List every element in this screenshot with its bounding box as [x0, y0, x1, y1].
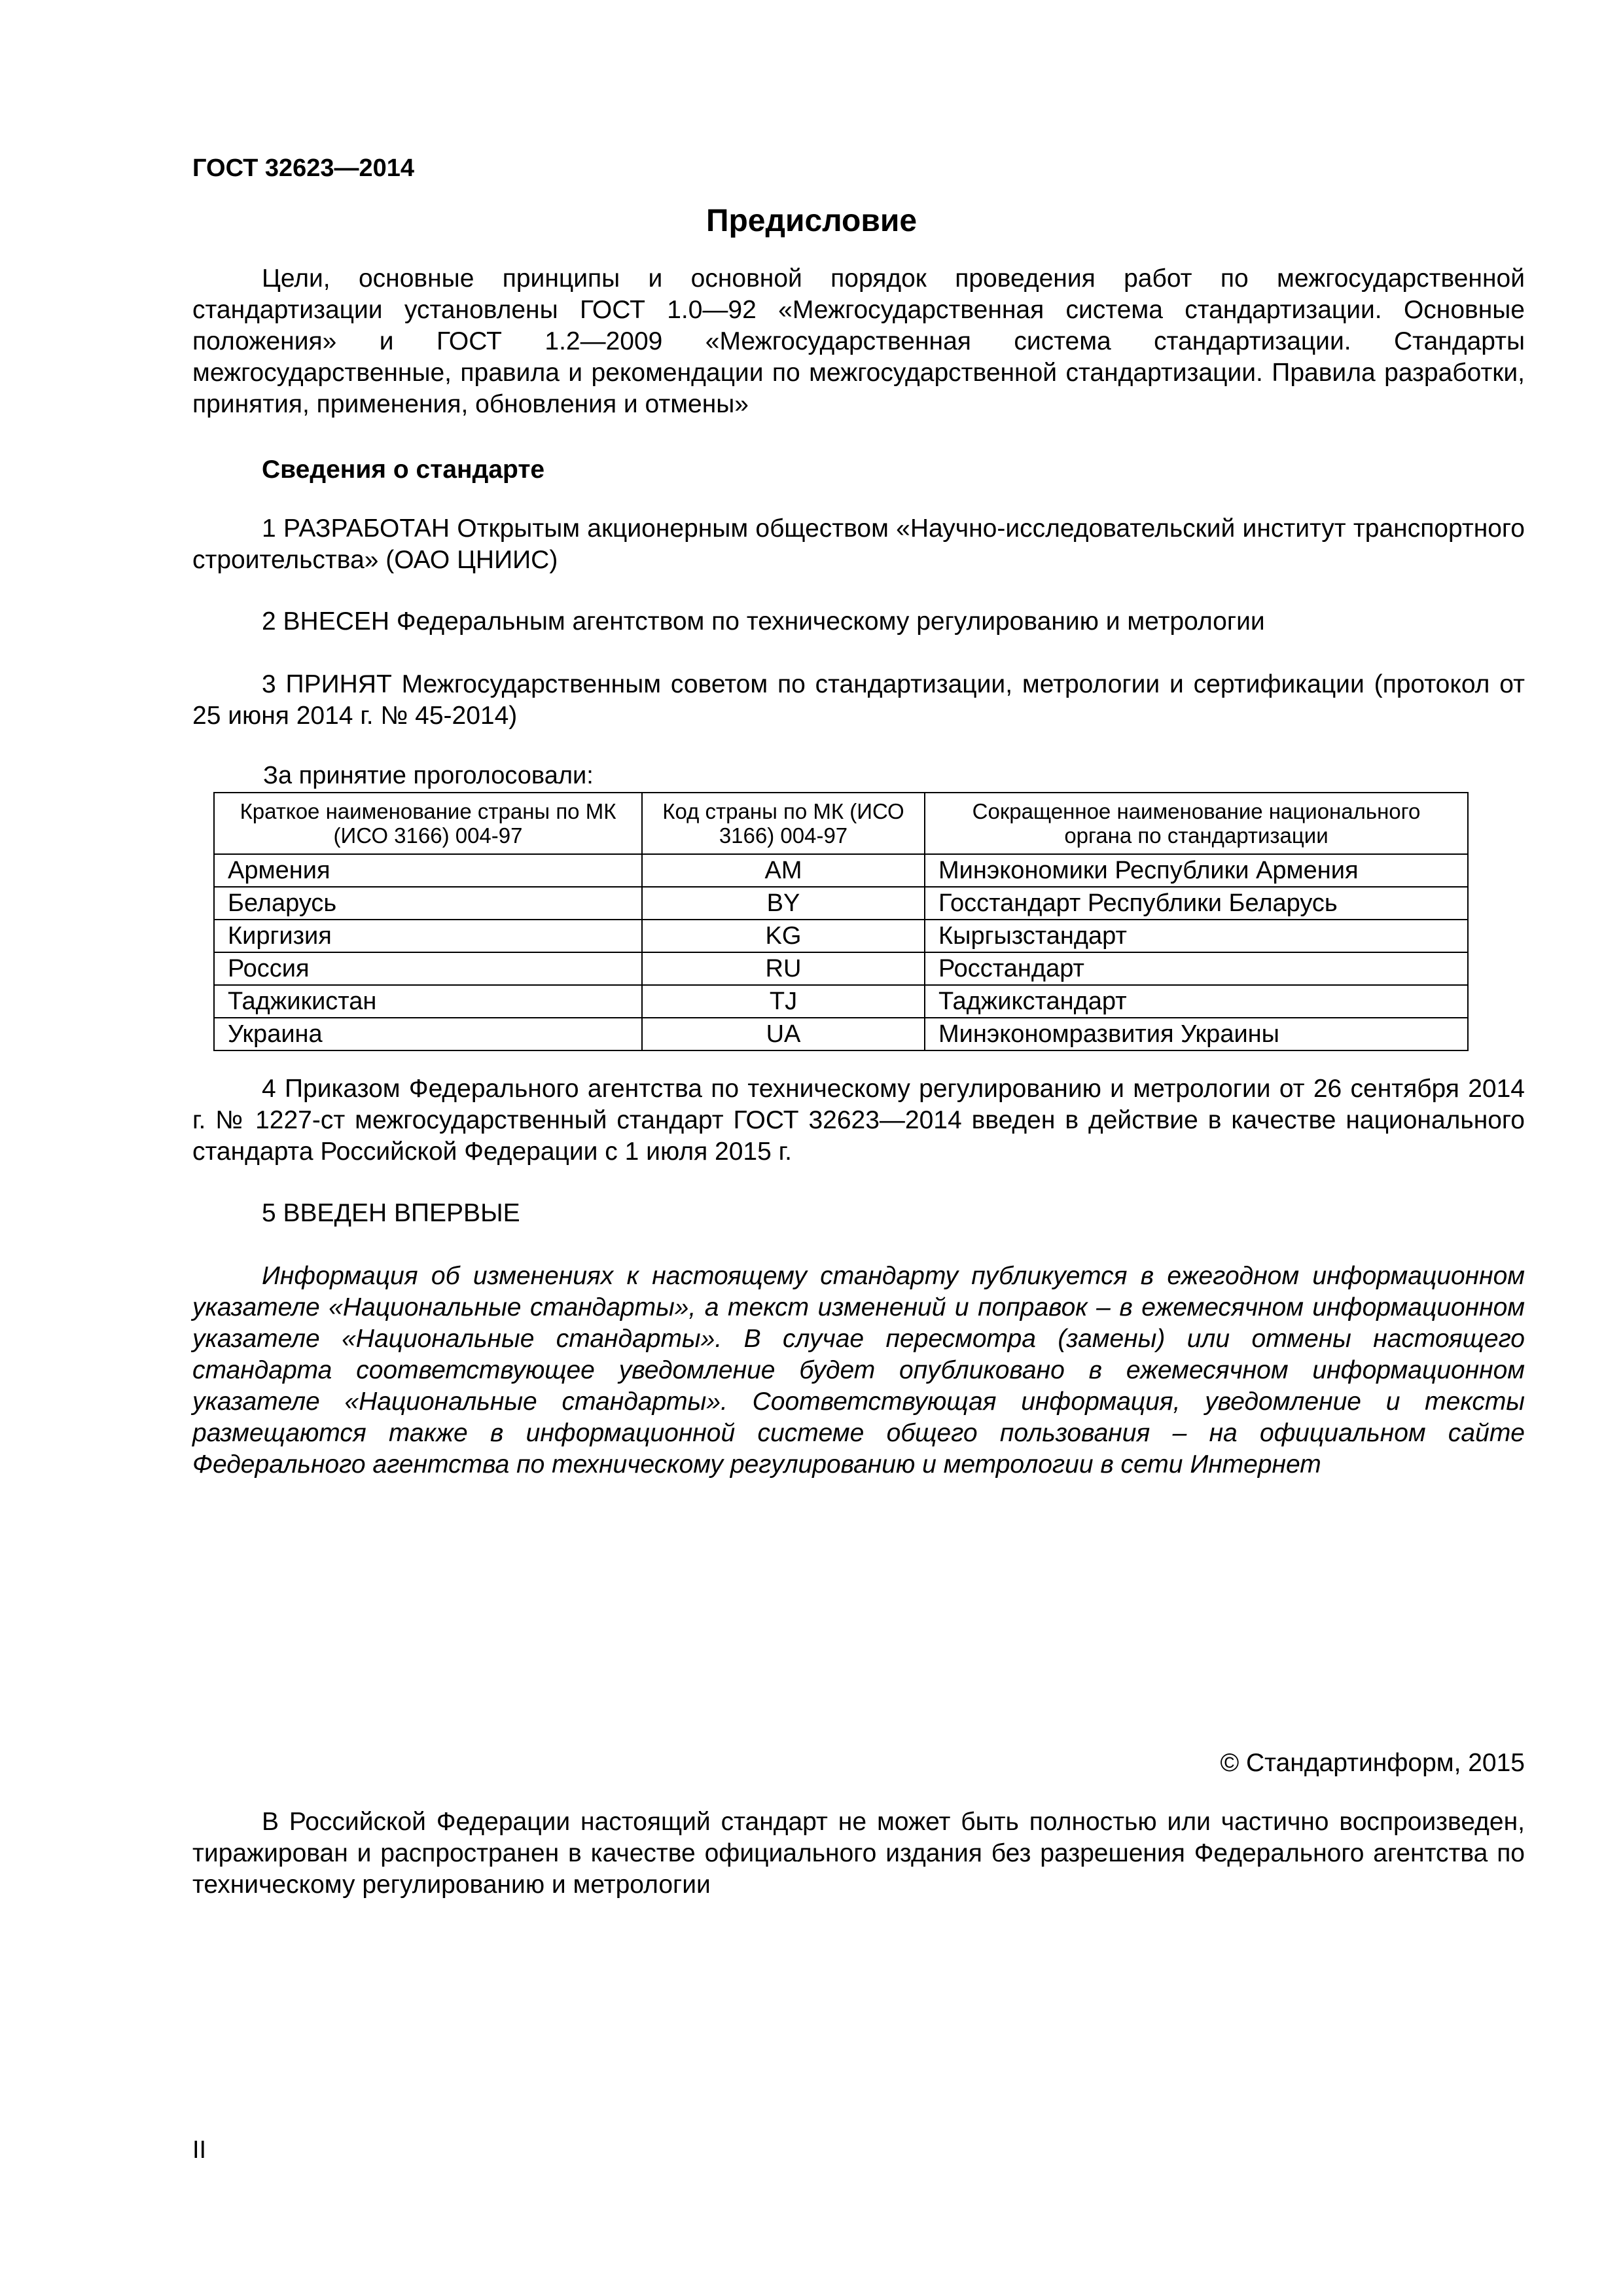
votes-table — [213, 792, 1469, 1051]
table-row — [214, 985, 1468, 1018]
body-cell: Кыргызстандарт — [925, 920, 1468, 952]
page-number: II — [192, 2136, 207, 2164]
country-cell: Беларусь — [214, 887, 642, 920]
code-cell: UA — [642, 1018, 925, 1050]
country-cell: Армения — [214, 854, 642, 887]
item-adopted: 3 ПРИНЯТ Межгосударственным советом по стандартизации, метрологии и сертификации (протокол от 25 июня 2014 г. № 45-2014) — [192, 670, 1525, 730]
code-cell: AM — [642, 854, 925, 887]
info-heading: Сведения о стандарте — [262, 456, 545, 484]
code-cell: RU — [642, 952, 925, 985]
table-header-body: Сокращенное наименование национального органа по стандартизации — [925, 793, 1468, 854]
document-header: ГОСТ 32623—2014 — [192, 154, 415, 182]
table-row — [214, 1018, 1468, 1050]
table-row — [214, 854, 1468, 887]
code-cell: BY — [642, 887, 925, 920]
body-cell: Росстандарт — [925, 952, 1468, 985]
page-title: Предисловие — [705, 204, 918, 238]
body-cell: Таджикстандарт — [925, 985, 1468, 1018]
table-row — [214, 887, 1468, 920]
table-row — [214, 952, 1468, 985]
table-header-code: Код страны по МК (ИСО 3166) 004-97 — [642, 793, 925, 854]
country-cell: Украина — [214, 1018, 642, 1050]
intro-paragraph: Цели, основные принципы и основной порядок проведения работ по межгосударственной стандартизации установлены ГОСТ 1.0—92 «Межгосударственная система стандартизации. Основные положения» и ГОСТ 1.2—2009 «Межгосударственная система стандартизации. Стандарты межгосударственные, правила и рекомендации по межгосударственной стандартизации. Правила разработки, принятия, применения, обновления и отмены» — [192, 264, 1525, 418]
body-cell: Минэкономики Республики Армения — [925, 854, 1468, 887]
item-first: 5 ВВЕДЕН ВПЕРВЫЕ — [262, 1199, 520, 1227]
body-cell: Госстандарт Республики Беларусь — [925, 887, 1468, 920]
reproduction-paragraph: В Российской Федерации настоящий стандарт не может быть полностью или частично воспроизведен, тиражирован и распространен в качестве официального издания без разрешения Федерального агентства по техническому регулированию и метрологии — [192, 1808, 1525, 1899]
table-row — [214, 920, 1468, 952]
item-order: 4 Приказом Федерального агентства по техническому регулированию и метрологии от 26 сентября 2014 г. № 1227-ст межгосударственный стандарт ГОСТ 32623—2014 введен в действие в качестве национального стандарта Российской Федерации с 1 июля 2015 г. — [192, 1075, 1525, 1166]
country-cell: Киргизия — [214, 920, 642, 952]
code-cell: KG — [642, 920, 925, 952]
item-developed: 1 РАЗРАБОТАН Открытым акционерным обществом «Научно-исследовательский институт транспортного строительства» (ОАО ЦНИИС) — [192, 514, 1525, 574]
country-cell: Таджикистан — [214, 985, 642, 1018]
table-header-country: Краткое наименование страны по МК (ИСО 3166) 004-97 — [214, 793, 642, 854]
country-cell: Россия — [214, 952, 642, 985]
code-cell: TJ — [642, 985, 925, 1018]
copyright: © Стандартинформ, 2015 — [1220, 1749, 1525, 1777]
vote-label: За принятие проголосовали: — [263, 762, 594, 789]
table-header-row — [214, 793, 1468, 854]
body-cell: Минэкономразвития Украины — [925, 1018, 1468, 1050]
notice-paragraph: Информация об изменениях к настоящему стандарту публикуется в ежегодном информационном указателе «Национальные стандарты», а текст изменений и поправок – в ежемесячном информационном указателе «Национальные стандарты». В случае пересмотра (замены) или отмены настоящего стандарта соответствующее уведомление будет опубликовано в ежемесячном информационном указателе «Национальные стандарты». Соответствующая информация, уведомление и тексты размещаются также в информационной системе общего пользования – на официальном сайте Федерального агентства по техническому регулированию и метрологии в сети Интернет — [192, 1262, 1525, 1479]
item-submitted: 2 ВНЕСЕН Федеральным агентством по техническому регулированию и метрологии — [262, 607, 1265, 636]
